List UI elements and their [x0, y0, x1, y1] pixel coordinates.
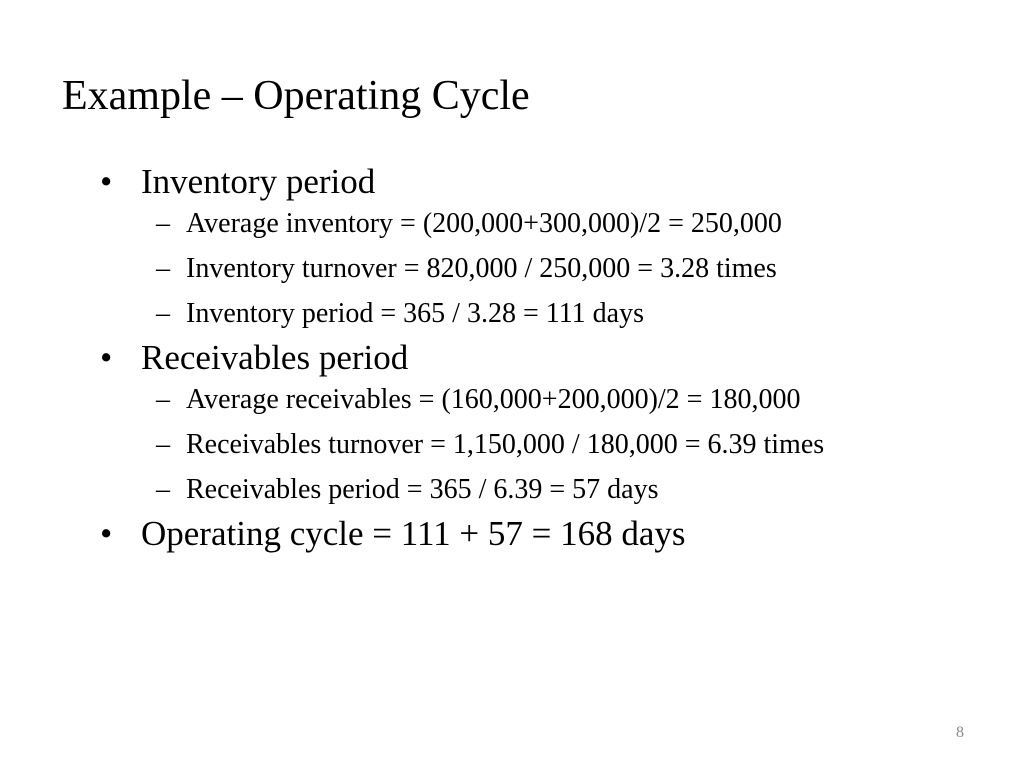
bullet-icon: •: [100, 338, 113, 377]
sub-bullet-text: Average inventory = (200,000+300,000)/2 = 250,000: [186, 208, 782, 239]
slide-title: Example – Operating Cycle: [62, 73, 530, 119]
sub-bullet-item: [100, 297, 980, 331]
sub-bullet-text: Inventory period = 365 / 3.28 = 111 days: [186, 298, 644, 329]
sub-bullet-text: Average receivables = (160,000+200,000)/2 = 180,000: [186, 384, 801, 415]
sub-bullet-item: [100, 383, 980, 417]
page-number: 8: [956, 724, 964, 741]
sub-bullet-text: Inventory turnover = 820,000 / 250,000 = 3.28 times: [186, 253, 777, 284]
dash-icon: –: [156, 429, 170, 460]
dash-icon: –: [156, 384, 170, 415]
bullet-item: [100, 513, 980, 555]
bullet-text: Operating cycle = 111 + 57 = 168 days: [141, 514, 686, 553]
dash-icon: –: [156, 298, 170, 329]
sub-bullet-text: Receivables period = 365 / 6.39 = 57 days: [186, 474, 659, 505]
bullet-icon: •: [100, 514, 113, 553]
sub-bullet-item: [100, 252, 980, 286]
bullet-text: Receivables period: [141, 338, 409, 377]
sub-bullet-item: [100, 473, 980, 507]
dash-icon: –: [156, 253, 170, 284]
sub-bullet-text: Receivables turnover = 1,150,000 / 180,000 = 6.39 times: [186, 429, 825, 460]
bullet-item: [100, 337, 980, 379]
sub-bullet-item: [100, 207, 980, 241]
sub-bullet-item: [100, 428, 980, 462]
bullet-icon: •: [100, 162, 113, 201]
bullet-item: [100, 161, 980, 203]
dash-icon: –: [156, 208, 170, 239]
bullet-text: Inventory period: [141, 162, 376, 201]
dash-icon: –: [156, 474, 170, 505]
slide-body: [100, 155, 980, 555]
